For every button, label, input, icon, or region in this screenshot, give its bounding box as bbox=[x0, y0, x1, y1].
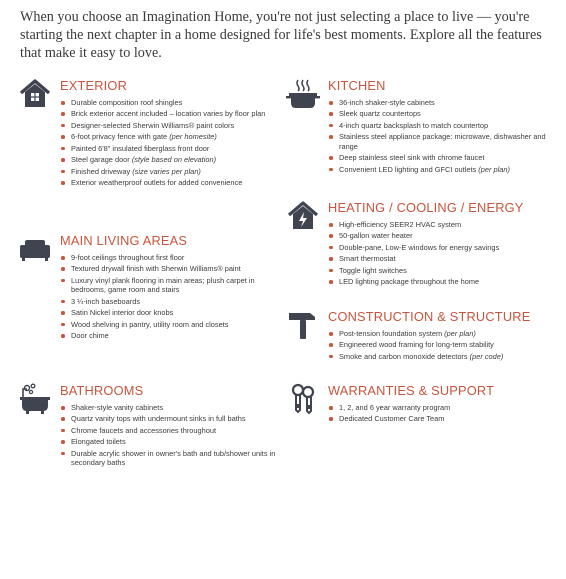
feature-text: 6-foot privacy fence with gate bbox=[71, 132, 170, 142]
feature-text: Exterior weatherproof outlets for added convenience bbox=[71, 178, 243, 188]
feature-text: Brick exterior accent included – location varies by floor plan bbox=[71, 109, 266, 119]
feature-text: Chrome faucets and accessories throughout bbox=[71, 425, 217, 435]
feature-item bbox=[328, 132, 548, 151]
feature-item bbox=[328, 414, 548, 423]
feature-text: Steel garage door bbox=[71, 155, 132, 165]
cooking-pot-icon bbox=[286, 78, 320, 110]
feature-list bbox=[328, 403, 548, 426]
feature-item bbox=[60, 253, 280, 262]
section-heading: MAIN LIVING AREAS bbox=[60, 233, 188, 248]
feature-item bbox=[328, 254, 548, 263]
feature-item bbox=[328, 403, 548, 412]
energy-house-icon bbox=[286, 200, 320, 232]
feature-item bbox=[60, 276, 280, 295]
feature-note: (per plan) bbox=[478, 164, 510, 174]
feature-item bbox=[328, 109, 548, 118]
feature-text: Stainless steel appliance package: microwave, dishwasher and range bbox=[339, 132, 546, 151]
feature-text: High-efficiency SEER2 HVAC system bbox=[339, 220, 462, 229]
feature-text: 1, 2, and 6 year warranty program bbox=[339, 403, 451, 412]
feature-text: 4-inch quartz backsplash to match countertop bbox=[339, 120, 489, 130]
feature-text: Toggle light switches bbox=[339, 265, 407, 275]
feature-note: (size varies per plan) bbox=[132, 166, 201, 176]
feature-item bbox=[328, 98, 548, 107]
feature-note: (style based on elevation) bbox=[131, 155, 217, 165]
feature-item bbox=[328, 277, 548, 286]
feature-note: (per plan) bbox=[444, 329, 476, 338]
feature-text: 50-gallon water heater bbox=[339, 231, 413, 241]
feature-item bbox=[60, 121, 280, 130]
feature-text: Post-tension foundation system bbox=[339, 329, 445, 338]
feature-item bbox=[60, 98, 280, 107]
feature-item bbox=[328, 121, 548, 130]
house-icon bbox=[18, 78, 52, 110]
feature-text: Durable acrylic shower in owner's bath and tub/shower units in secondary baths bbox=[71, 448, 276, 468]
section-heading: HEATING / COOLING / ENERGY bbox=[328, 200, 524, 215]
sofa-icon bbox=[18, 233, 52, 265]
feature-text: Door chime bbox=[71, 331, 109, 341]
feature-item bbox=[60, 132, 280, 141]
bathtub-icon bbox=[18, 383, 52, 415]
feature-text: Textured drywall finish with Sherwin Williams® paint bbox=[71, 264, 241, 274]
feature-item bbox=[60, 178, 280, 187]
feature-list bbox=[60, 253, 280, 343]
feature-item bbox=[60, 449, 280, 468]
feature-note: (per homesite) bbox=[169, 132, 217, 142]
feature-text: 9-foot ceilings throughout first floor bbox=[71, 253, 185, 262]
feature-item bbox=[60, 437, 280, 446]
feature-note: (per code) bbox=[469, 351, 504, 361]
feature-text: Finished driveway bbox=[71, 166, 133, 176]
feature-text: Dedicated Customer Care Team bbox=[339, 414, 445, 424]
feature-item bbox=[60, 167, 280, 176]
feature-item bbox=[328, 165, 548, 174]
feature-text: Smart thermostat bbox=[339, 254, 396, 264]
feature-text: Luxury vinyl plank flooring in main areas; plush carpet in bedrooms, game room and stairs bbox=[71, 275, 255, 295]
feature-list bbox=[328, 329, 548, 363]
intro-paragraph: When you choose an Imagination Home, you're not just selecting a place to live — you're starting the next chapter in a home designed for life's best moments. Explore all the features that make it easy to love. bbox=[20, 9, 542, 61]
feature-item bbox=[60, 308, 280, 317]
section-heading: KITCHEN bbox=[328, 78, 386, 93]
feature-text: Smoke and carbon monoxide detectors bbox=[339, 351, 470, 361]
feature-item bbox=[328, 340, 548, 349]
feature-text: Sleek quartz countertops bbox=[339, 109, 421, 119]
feature-item bbox=[60, 297, 280, 306]
feature-item bbox=[328, 243, 548, 252]
section-heading: EXTERIOR bbox=[60, 78, 128, 93]
feature-item bbox=[328, 220, 548, 229]
feature-item bbox=[60, 264, 280, 273]
feature-list bbox=[328, 220, 548, 289]
feature-item bbox=[328, 329, 548, 338]
feature-text: Painted 6'8" insulated fiberglass front door bbox=[71, 143, 210, 153]
feature-text: Convenient LED lighting and GFCI outlets bbox=[339, 164, 479, 174]
feature-text: Wood shelving in pantry, utility room and closets bbox=[71, 319, 229, 329]
feature-item bbox=[328, 231, 548, 240]
feature-text: Shaker-style vanity cabinets bbox=[71, 403, 164, 412]
section-heading: BATHROOMS bbox=[60, 383, 144, 398]
section-heading: WARRANTIES & SUPPORT bbox=[328, 383, 495, 398]
feature-list bbox=[328, 98, 548, 176]
section-heading: CONSTRUCTION & STRUCTURE bbox=[328, 309, 531, 324]
keys-icon bbox=[286, 383, 320, 415]
feature-text: 3 ¼-inch baseboards bbox=[71, 296, 141, 306]
feature-text: Durable composition roof shingles bbox=[71, 98, 183, 107]
feature-item bbox=[328, 352, 548, 361]
feature-list bbox=[60, 403, 280, 470]
feature-text: Designer-selected Sherwin Williams® paint colors bbox=[71, 120, 235, 130]
feature-text: Engineered wood framing for long-term stability bbox=[339, 340, 494, 350]
hammer-icon bbox=[286, 309, 320, 341]
feature-item bbox=[60, 403, 280, 412]
feature-list bbox=[60, 98, 280, 190]
feature-text: Elongated toilets bbox=[71, 437, 126, 447]
feature-item bbox=[60, 426, 280, 435]
feature-item bbox=[60, 109, 280, 118]
feature-text: Double-pane, Low-E windows for energy savings bbox=[339, 242, 500, 252]
feature-text: Quartz vanity tops with undermount sinks in full baths bbox=[71, 414, 246, 424]
feature-text: Satin Nickel interior door knobs bbox=[71, 308, 174, 318]
feature-item bbox=[328, 266, 548, 275]
feature-text: Deep stainless steel sink with chrome faucet bbox=[339, 153, 485, 163]
feature-item bbox=[60, 331, 280, 340]
feature-item bbox=[328, 153, 548, 162]
feature-item bbox=[60, 320, 280, 329]
feature-item bbox=[60, 414, 280, 423]
feature-text: LED lighting package throughout the home bbox=[339, 277, 480, 287]
feature-item bbox=[60, 144, 280, 153]
feature-text: 36-inch shaker-style cabinets bbox=[339, 98, 435, 107]
feature-item bbox=[60, 155, 280, 164]
